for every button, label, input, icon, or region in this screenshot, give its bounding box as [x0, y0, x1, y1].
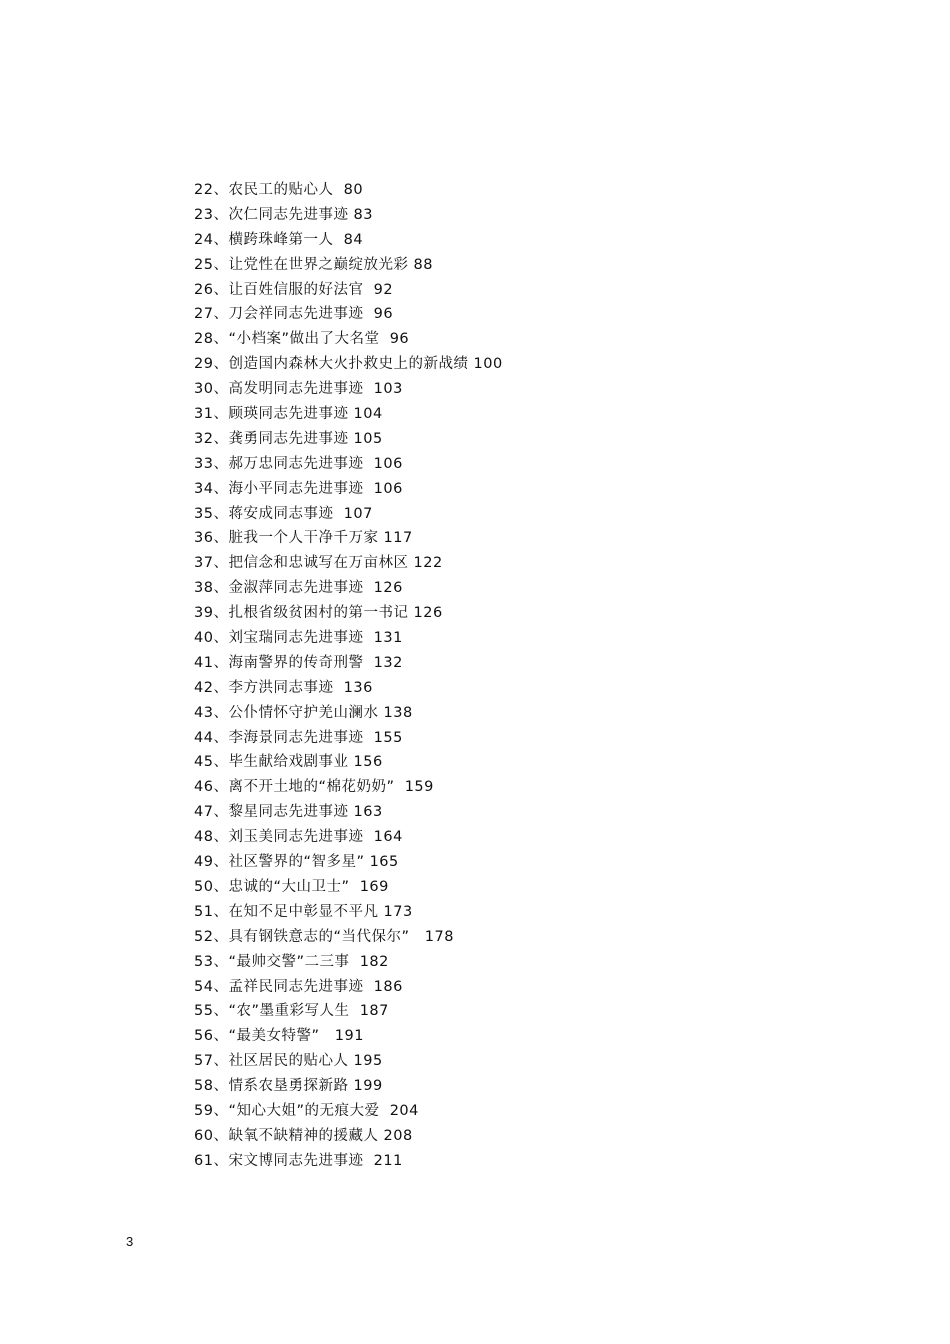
toc-entry: 22、农民工的贴心人 80	[194, 182, 364, 198]
toc-entry: 29、创造国内森林大火扑救史上的新战绩 100	[194, 356, 503, 373]
toc-entry: 26、让百姓信服的好法官 92	[194, 281, 394, 298]
toc-entry: 27、刀会祥同志先进事迹 96	[194, 306, 394, 323]
toc-entry: 48、刘玉美同志先进事迹 164	[194, 829, 403, 846]
toc-entry: 44、李海景同志先进事迹 155	[194, 729, 403, 746]
toc-entry: 38、金淑萍同志先进事迹 126	[194, 580, 403, 597]
toc-entry: 36、脏我一个人干净千万家 117	[194, 530, 413, 547]
toc-entry: 39、扎根省级贫困村的第一书记 126	[194, 605, 443, 622]
toc-entry: 45、毕生献给戏剧事业 156	[194, 754, 383, 771]
toc-entry: 25、让党性在世界之巅绽放光彩 88	[194, 256, 434, 273]
toc-entry: 47、黎星同志先进事迹 163	[194, 804, 383, 821]
toc-entry: 30、高发明同志先进事迹 103	[194, 381, 403, 398]
toc-entry: 51、在知不足中彰显不平凡 173	[194, 903, 413, 920]
toc-entry: 54、孟祥民同志先进事迹 186	[194, 978, 403, 995]
toc-entry: 49、社区警界的“智多星” 165	[194, 854, 399, 871]
toc-entry: 56、“最美女特警” 191	[194, 1028, 364, 1045]
page-number: 3	[126, 1234, 134, 1249]
toc-entry: 60、缺氧不缺精神的援藏人 208	[194, 1127, 413, 1144]
toc-entry: 23、次仁同志先进事迹 83	[194, 206, 374, 223]
toc-entry: 33、郝万忠同志先进事迹 106	[194, 455, 403, 472]
toc-entry: 58、情系农垦勇探新路 199	[194, 1078, 383, 1095]
toc-entry: 57、社区居民的贴心人 195	[194, 1053, 383, 1070]
toc-entry: 43、公仆情怀守护羌山澜水 138	[194, 704, 413, 721]
toc-entry: 35、蒋安成同志事迹 107	[194, 505, 373, 522]
toc-entry: 53、“最帅交警”二三事 182	[194, 953, 389, 970]
toc-entry: 32、龚勇同志先进事迹 105	[194, 430, 383, 447]
toc-entry: 41、海南警界的传奇刑警 132	[194, 654, 403, 671]
toc-entry: 50、忠诚的“大山卫士” 169	[194, 878, 389, 895]
toc-entry: 34、海小平同志先进事迹 106	[194, 480, 403, 497]
toc-entry: 46、离不开土地的“棉花奶奶” 159	[194, 779, 434, 796]
toc-entry: 31、顾瑛同志先进事迹 104	[194, 406, 383, 423]
toc-entry: 59、“知心大姐”的无痕大爱 204	[194, 1102, 419, 1119]
toc-entry: 28、“小档案”做出了大名堂 96	[194, 331, 410, 348]
toc-entry: 24、横跨珠峰第一人 84	[194, 231, 364, 248]
toc-entry: 42、李方洪同志事迹 136	[194, 679, 373, 696]
toc-entry: 55、“农”墨重彩写人生 187	[194, 1003, 389, 1020]
toc-entry: 40、刘宝瑞同志先进事迹 131	[194, 630, 403, 647]
toc-entry: 61、宋文博同志先进事迹 211	[194, 1152, 403, 1169]
table-of-contents	[194, 178, 503, 1174]
toc-entry: 37、把信念和忠诚写在万亩林区 122	[194, 555, 443, 572]
toc-entry: 52、具有钢铁意志的“当代保尔” 178	[194, 928, 454, 945]
